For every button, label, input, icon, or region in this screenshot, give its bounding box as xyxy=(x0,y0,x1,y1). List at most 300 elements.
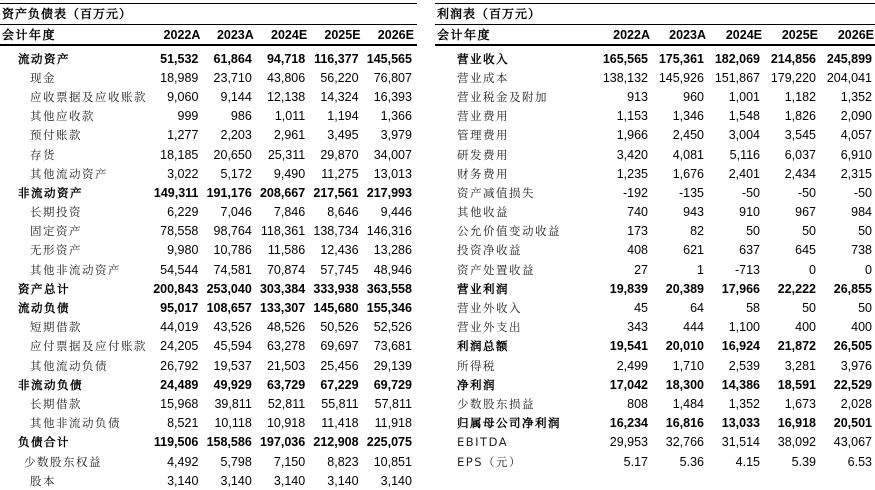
row-label: 管理费用 xyxy=(457,128,509,143)
cell-value: 204,041 xyxy=(826,70,872,85)
cell-value: 217,993 xyxy=(366,185,412,200)
cell-value: 5,172 xyxy=(220,166,252,181)
cell-value: 179,220 xyxy=(770,70,816,85)
cell-value: 5.39 xyxy=(791,454,816,469)
cell-value: 3,140 xyxy=(273,473,306,488)
cell-value: 3,495 xyxy=(327,128,359,143)
cell-value: 253,040 xyxy=(206,281,252,296)
year-header: 2026E xyxy=(837,27,874,42)
cell-value: 3,022 xyxy=(167,166,199,181)
cell-value: 2,028 xyxy=(840,396,872,411)
cell-value: 1,676 xyxy=(672,166,704,181)
cell-value: 13,286 xyxy=(373,243,412,258)
table-row xyxy=(435,260,875,279)
cell-value: 3,140 xyxy=(167,473,199,488)
cell-value: 18,989 xyxy=(160,70,199,85)
year-header: 2024E xyxy=(725,27,762,42)
cell-value: 408 xyxy=(627,243,648,258)
table-row xyxy=(0,68,417,87)
row-label: 营业税金及附加 xyxy=(457,89,548,104)
cell-value: 225,075 xyxy=(366,435,412,450)
cell-value: 1,153 xyxy=(616,109,648,124)
cell-value: 22,222 xyxy=(777,281,816,296)
cell-value: 119,506 xyxy=(153,435,199,450)
cell-value: 20,501 xyxy=(833,416,872,431)
cell-value: 8,646 xyxy=(327,205,359,220)
cell-value: 17,042 xyxy=(609,377,648,392)
cell-value: 1,277 xyxy=(167,128,199,143)
year-header: 2022A xyxy=(613,27,650,42)
cell-value: 74,581 xyxy=(213,262,252,277)
cell-value: 16,393 xyxy=(373,89,412,104)
cell-value: 98,764 xyxy=(213,224,252,239)
cell-value: 191,176 xyxy=(206,185,252,200)
cell-value: 6,229 xyxy=(167,205,199,220)
cell-value: 69,697 xyxy=(320,339,359,354)
table-row xyxy=(0,394,417,413)
row-label: 投资净收益 xyxy=(457,243,522,258)
cell-value: 138,734 xyxy=(313,224,359,239)
row-label: 公允价值变动收益 xyxy=(457,224,561,239)
cell-value: 740 xyxy=(627,205,648,220)
table-row xyxy=(0,145,417,164)
cell-value: 54,544 xyxy=(160,262,199,277)
cell-value: 621 xyxy=(683,243,704,258)
cell-value: 5.17 xyxy=(623,454,648,469)
cell-value: 245,899 xyxy=(826,51,872,66)
cell-value: 11,918 xyxy=(374,416,412,431)
cell-value: 444 xyxy=(683,320,704,335)
cell-value: 197,036 xyxy=(259,435,306,450)
row-label: 资产处置收益 xyxy=(457,262,535,277)
cell-value: 9,144 xyxy=(220,89,252,104)
cell-value: 9,446 xyxy=(380,205,412,220)
cell-value: 20,010 xyxy=(665,339,704,354)
cell-value: 31,514 xyxy=(721,435,760,450)
cell-value: 19,839 xyxy=(609,281,648,296)
table-row xyxy=(0,298,417,317)
cell-value: 50,526 xyxy=(320,320,359,335)
cell-value: 4,057 xyxy=(840,128,872,143)
cell-value: 1,011 xyxy=(274,109,306,124)
cell-value: 18,300 xyxy=(665,377,704,392)
cell-value: 10,786 xyxy=(213,243,252,258)
row-label: EBITDA xyxy=(457,435,509,450)
row-label: 其他收益 xyxy=(457,205,509,220)
cell-value: 48,526 xyxy=(266,320,306,335)
cell-value: 0 xyxy=(809,262,816,277)
cell-value: 6,037 xyxy=(784,147,816,162)
cell-value: 34,007 xyxy=(373,147,412,162)
table-row xyxy=(0,356,417,375)
table-row xyxy=(435,241,875,260)
row-label: 所得税 xyxy=(457,358,496,373)
cell-value: 173 xyxy=(627,224,648,239)
cell-value: 1,966 xyxy=(616,128,648,143)
cell-value: 118,361 xyxy=(260,224,306,239)
cell-value: 13,033 xyxy=(721,416,760,431)
cell-value: 3,140 xyxy=(327,473,359,488)
cell-value: 27 xyxy=(634,262,648,277)
cell-value: 2,961 xyxy=(273,128,306,143)
cell-value: 11,418 xyxy=(321,416,359,431)
cell-value: 73,681 xyxy=(373,339,412,354)
table-row xyxy=(435,145,875,164)
table-row xyxy=(435,318,875,337)
cell-value: 2,401 xyxy=(728,166,760,181)
cell-value: 151,867 xyxy=(714,70,760,85)
cell-value: 158,586 xyxy=(206,435,252,450)
cell-value: 11,586 xyxy=(267,243,306,258)
table-row xyxy=(435,126,875,145)
cell-value: 26,855 xyxy=(833,281,872,296)
cell-value: 108,657 xyxy=(206,301,252,316)
cell-value: 986 xyxy=(230,109,252,124)
cell-value: 116,377 xyxy=(314,51,359,66)
cell-value: 0 xyxy=(865,262,872,277)
cell-value: 20,650 xyxy=(213,147,252,162)
cell-value: 23,710 xyxy=(213,70,252,85)
cell-value: 78,558 xyxy=(160,224,199,239)
table-row xyxy=(0,414,417,433)
cell-value: 5,116 xyxy=(729,147,760,162)
cell-value: 1,710 xyxy=(672,358,704,373)
cell-value: 133,307 xyxy=(259,301,306,316)
cell-value: 5,798 xyxy=(220,454,252,469)
cell-value: -50 xyxy=(853,185,872,200)
cell-value: 1,826 xyxy=(784,109,816,124)
cell-value: 10,918 xyxy=(266,416,306,431)
row-label: EPS（元） xyxy=(457,454,523,469)
cell-value: 16,918 xyxy=(777,416,816,431)
row-label: 少数股东损益 xyxy=(457,396,535,411)
cell-value: 24,205 xyxy=(160,339,199,354)
cell-value: 214,856 xyxy=(770,51,816,66)
cell-value: 57,745 xyxy=(320,262,359,277)
row-label: 负债合计 xyxy=(18,435,70,450)
header-label: 会计年度 xyxy=(437,28,492,42)
table-row xyxy=(0,452,417,471)
cell-value: 76,807 xyxy=(373,70,412,85)
cell-value: 200,843 xyxy=(153,281,199,296)
cell-value: 1 xyxy=(697,262,704,277)
header-label: 会计年度 xyxy=(2,28,57,42)
cell-value: 29,139 xyxy=(373,358,412,373)
table-row xyxy=(435,279,875,298)
cell-value: 50 xyxy=(858,224,872,239)
cell-value: 145,565 xyxy=(366,51,412,66)
cell-value: 52,811 xyxy=(267,396,306,411)
row-label: 应付票据及应付账款 xyxy=(30,339,147,354)
cell-value: 19,541 xyxy=(609,339,648,354)
cell-value: 400 xyxy=(851,320,872,335)
cell-value: 943 xyxy=(683,205,704,220)
table-row xyxy=(0,183,417,202)
table-row xyxy=(435,356,875,375)
year-header: 2022A xyxy=(163,27,201,42)
cell-value: 3,420 xyxy=(616,147,648,162)
cell-value: 29,953 xyxy=(609,435,648,450)
row-label: 其他非流动资产 xyxy=(30,262,121,277)
table-row xyxy=(435,183,875,202)
cell-value: 138,132 xyxy=(602,70,648,85)
cell-value: 2,315 xyxy=(840,166,872,181)
table-row xyxy=(435,433,875,452)
cell-value: 16,816 xyxy=(665,416,704,431)
cell-value: 49,929 xyxy=(213,377,252,392)
cell-value: 1,484 xyxy=(672,396,704,411)
cell-value: 26,792 xyxy=(160,358,199,373)
row-label: 存货 xyxy=(30,147,56,162)
cell-value: 25,311 xyxy=(267,147,306,162)
row-label: 资产总计 xyxy=(18,281,70,296)
cell-value: -50 xyxy=(797,185,816,200)
row-label: 营业费用 xyxy=(457,109,509,124)
cell-value: 70,874 xyxy=(266,262,306,277)
cell-value: -135 xyxy=(678,185,704,200)
cell-value: 3,979 xyxy=(380,128,412,143)
cell-value: 67,229 xyxy=(320,377,359,392)
cell-value: 16,234 xyxy=(609,416,648,431)
row-label: 非流动负债 xyxy=(18,377,83,392)
table-row xyxy=(0,87,417,106)
cell-value: 960 xyxy=(683,89,704,104)
table-body xyxy=(435,46,875,471)
cell-value: 7,046 xyxy=(220,205,252,220)
table-title: 利润表（百万元） xyxy=(435,3,875,25)
cell-value: 333,938 xyxy=(313,281,359,296)
cell-value: 1,346 xyxy=(672,109,704,124)
row-label: 应收票据及应收账款 xyxy=(30,89,147,104)
table-row xyxy=(435,49,875,68)
cell-value: 910 xyxy=(739,205,760,220)
cell-value: 18,591 xyxy=(777,377,816,392)
cell-value: 14,386 xyxy=(721,377,760,392)
cell-value: 208,667 xyxy=(259,185,306,200)
cell-value: 182,069 xyxy=(714,51,760,66)
cell-value: 145,680 xyxy=(313,301,359,316)
cell-value: 1,235 xyxy=(616,166,648,181)
table-row xyxy=(435,452,875,471)
cell-value: 5.36 xyxy=(679,454,704,469)
cell-value: 3,281 xyxy=(784,358,816,373)
table-row xyxy=(0,222,417,241)
table-row xyxy=(0,279,417,298)
table-row xyxy=(435,394,875,413)
cell-value: 51,532 xyxy=(160,51,199,66)
cell-value: 50 xyxy=(746,224,760,239)
cell-value: 56,220 xyxy=(320,70,359,85)
cell-value: 20,389 xyxy=(665,281,704,296)
row-label: 长期投资 xyxy=(30,205,82,220)
table-row xyxy=(435,337,875,356)
cell-value: 2,203 xyxy=(220,128,252,143)
header-row xyxy=(435,25,875,46)
year-header: 2025E xyxy=(324,27,361,42)
cell-value: 1,366 xyxy=(380,109,412,124)
row-label: 营业外收入 xyxy=(457,301,522,316)
cell-value: 1,100 xyxy=(728,320,760,335)
cell-value: 12,138 xyxy=(266,89,306,104)
cell-value: 165,565 xyxy=(602,51,648,66)
cell-value: 43,526 xyxy=(213,320,252,335)
cell-value: 19,537 xyxy=(213,358,252,373)
cell-value: 637 xyxy=(739,243,760,258)
cell-value: 3,140 xyxy=(380,473,412,488)
table-row xyxy=(0,107,417,126)
cell-value: 4,492 xyxy=(167,454,199,469)
cell-value: 24,489 xyxy=(160,377,199,392)
cell-value: 43,067 xyxy=(833,435,872,450)
cell-value: 7,150 xyxy=(273,454,306,469)
row-label: 固定资产 xyxy=(30,224,82,239)
cell-value: 1,673 xyxy=(784,396,816,411)
row-label: 财务费用 xyxy=(457,166,509,181)
row-label: 净利润 xyxy=(457,377,496,392)
cell-value: 63,278 xyxy=(266,339,306,354)
cell-value: 1,001 xyxy=(728,89,760,104)
cell-value: 1,182 xyxy=(784,89,816,104)
row-label: 短期借款 xyxy=(30,320,82,335)
row-label: 营业成本 xyxy=(457,70,509,85)
row-label: 流动负债 xyxy=(18,301,70,316)
cell-value: 303,384 xyxy=(259,281,306,296)
cell-value: 999 xyxy=(177,109,199,124)
row-label: 营业外支出 xyxy=(457,320,522,335)
cell-value: 1,548 xyxy=(728,109,760,124)
table-row xyxy=(0,241,417,260)
table-row xyxy=(435,107,875,126)
cell-value: 10,851 xyxy=(373,454,412,469)
table-row xyxy=(435,414,875,433)
table-row xyxy=(0,164,417,183)
cell-value: 4.15 xyxy=(735,454,760,469)
cell-value: 26,505 xyxy=(833,339,872,354)
cell-value: -192 xyxy=(622,185,648,200)
table-row xyxy=(435,68,875,87)
cell-value: 15,968 xyxy=(160,396,199,411)
table-row xyxy=(0,126,417,145)
cell-value: 69,729 xyxy=(373,377,412,392)
cell-value: 38,092 xyxy=(777,435,816,450)
row-label: 其他流动资产 xyxy=(30,166,108,181)
cell-value: 14,324 xyxy=(320,89,359,104)
cell-value: 45 xyxy=(634,301,648,316)
cell-value: 3,545 xyxy=(784,128,816,143)
cell-value: 2,450 xyxy=(672,128,704,143)
row-label: 归属母公司净利润 xyxy=(457,416,561,431)
row-label: 研发费用 xyxy=(457,147,509,162)
cell-value: 11,275 xyxy=(321,166,359,181)
row-label: 少数股东权益 xyxy=(24,454,102,469)
cell-value: 21,872 xyxy=(777,339,816,354)
row-label: 流动资产 xyxy=(18,51,70,66)
cell-value: 32,766 xyxy=(665,435,704,450)
income-statement-table xyxy=(435,0,875,471)
row-label: 资产减值损失 xyxy=(457,185,535,200)
table-row xyxy=(435,203,875,222)
cell-value: 363,558 xyxy=(366,281,412,296)
cell-value: 212,908 xyxy=(313,435,359,450)
cell-value: 82 xyxy=(690,224,704,239)
row-label: 营业收入 xyxy=(457,51,509,66)
cell-value: 3,004 xyxy=(728,128,760,143)
cell-value: 913 xyxy=(627,89,648,104)
cell-value: 2,499 xyxy=(616,358,648,373)
cell-value: 29,870 xyxy=(320,147,359,162)
row-label: 无形资产 xyxy=(30,243,82,258)
row-label: 其他应收款 xyxy=(30,109,95,124)
cell-value: 738 xyxy=(851,243,872,258)
table-row xyxy=(0,375,417,394)
cell-value: 64 xyxy=(690,301,704,316)
year-header: 2025E xyxy=(781,27,818,42)
cell-value: 8,521 xyxy=(167,416,199,431)
cell-value: 808 xyxy=(627,396,648,411)
table-row xyxy=(435,375,875,394)
cell-value: 7,846 xyxy=(273,205,306,220)
table-title: 资产负债表（百万元） xyxy=(0,3,417,25)
table-row xyxy=(435,222,875,241)
cell-value: 155,346 xyxy=(366,301,412,316)
cell-value: 95,017 xyxy=(160,301,199,316)
cell-value: 45,594 xyxy=(213,339,252,354)
table-row xyxy=(435,87,875,106)
cell-value: 6,910 xyxy=(840,147,872,162)
row-label: 其他流动负债 xyxy=(30,358,108,373)
cell-value: 6.53 xyxy=(847,454,872,469)
cell-value: 13,013 xyxy=(373,166,412,181)
row-label: 营业利润 xyxy=(457,281,509,296)
cell-value: 1,352 xyxy=(840,89,872,104)
table-row xyxy=(0,433,417,452)
table-body xyxy=(0,46,417,490)
cell-value: 48,946 xyxy=(373,262,412,277)
cell-value: 400 xyxy=(795,320,816,335)
cell-value: 22,529 xyxy=(833,377,872,392)
cell-value: 9,060 xyxy=(167,89,199,104)
table-row xyxy=(0,318,417,337)
table-row xyxy=(435,164,875,183)
cell-value: 3,976 xyxy=(840,358,872,373)
cell-value: 146,316 xyxy=(366,224,412,239)
cell-value: 9,490 xyxy=(273,166,306,181)
cell-value: 50 xyxy=(858,301,872,316)
cell-value: 21,503 xyxy=(266,358,306,373)
cell-value: 967 xyxy=(795,205,816,220)
table-row xyxy=(435,298,875,317)
cell-value: 4,081 xyxy=(672,147,704,162)
cell-value: 2,434 xyxy=(784,166,816,181)
cell-value: 8,823 xyxy=(327,454,359,469)
table-row xyxy=(0,49,417,68)
cell-value: 50 xyxy=(802,224,816,239)
row-label: 预付账款 xyxy=(30,128,82,143)
cell-value: 63,729 xyxy=(266,377,306,392)
cell-value: 1,194 xyxy=(327,109,359,124)
cell-value: 1,352 xyxy=(728,396,760,411)
row-label: 现金 xyxy=(30,70,56,85)
row-label: 其他非流动负债 xyxy=(30,416,121,431)
cell-value: 12,436 xyxy=(320,243,359,258)
cell-value: 145,926 xyxy=(658,70,704,85)
cell-value: -50 xyxy=(741,185,760,200)
cell-value: 58 xyxy=(746,301,760,316)
cell-value: 16,924 xyxy=(721,339,760,354)
cell-value: 2,090 xyxy=(840,109,872,124)
year-header: 2023A xyxy=(669,27,706,42)
cell-value: 17,966 xyxy=(721,281,760,296)
